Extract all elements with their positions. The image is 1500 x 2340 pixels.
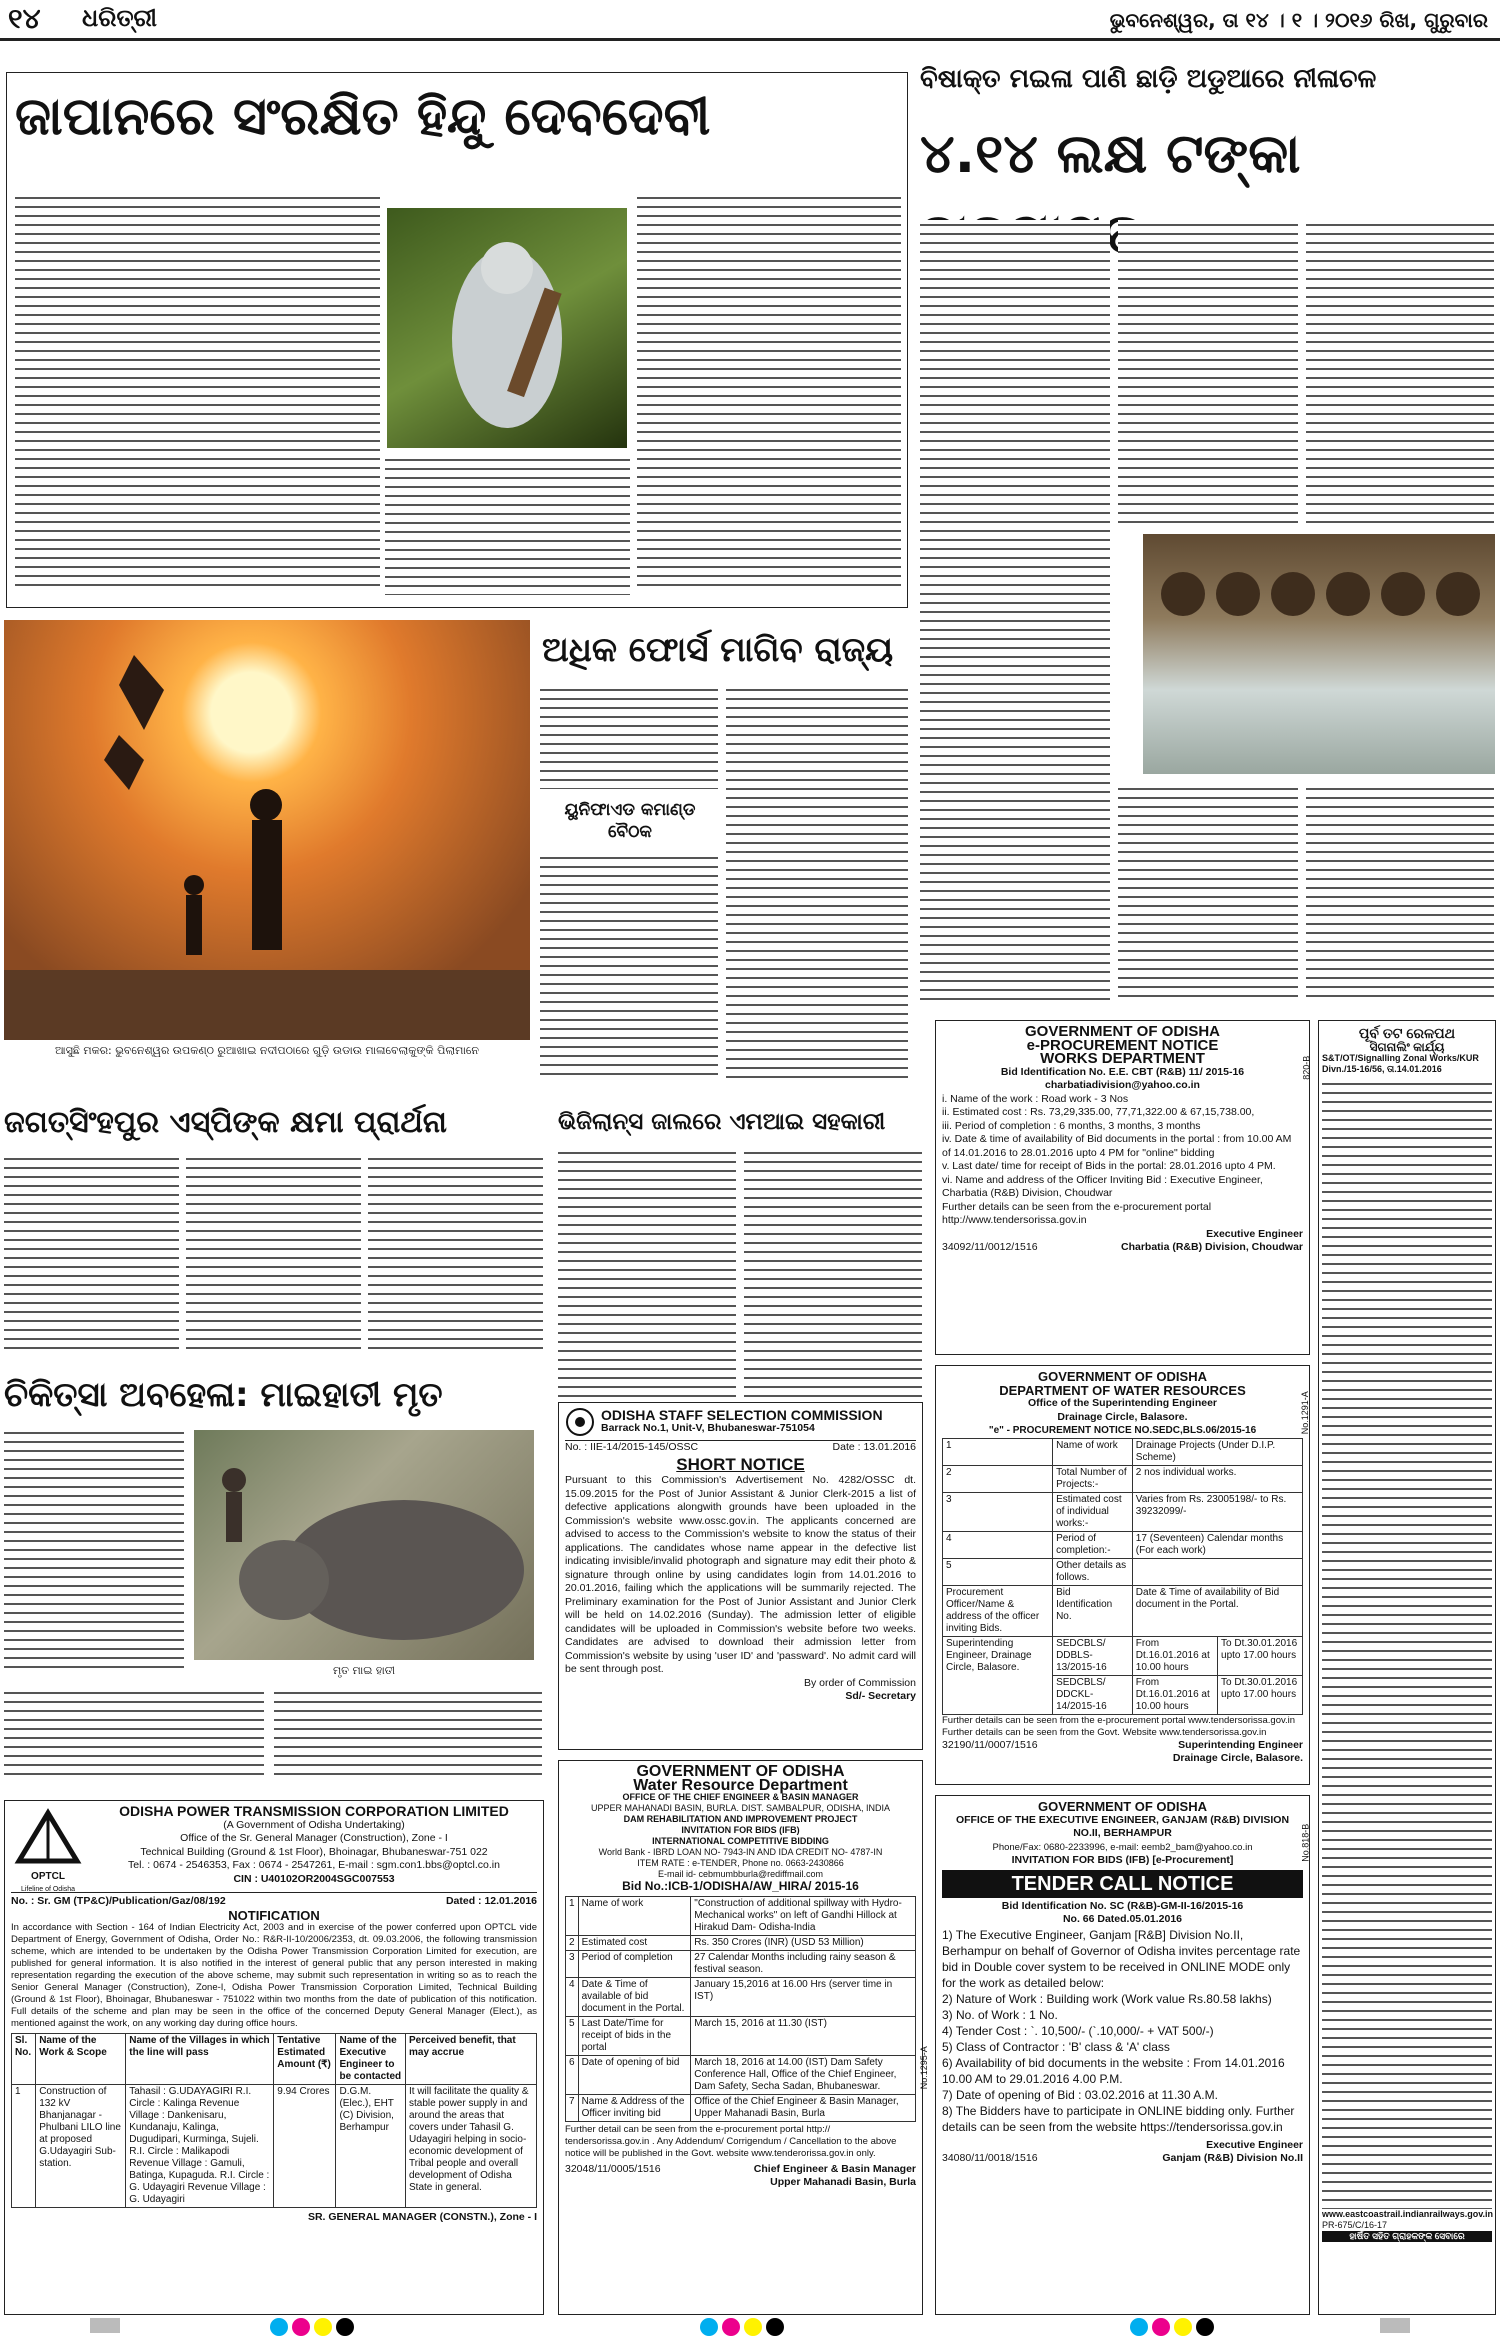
pipes-icon bbox=[1143, 534, 1495, 774]
works-email: charbatiadivision@yahoo.co.in bbox=[1045, 1079, 1200, 1091]
color-dots bbox=[700, 2318, 788, 2340]
ganjam-ifb: INVITATION FOR BIDS (IFB) [e-Procurement] bbox=[1011, 1854, 1234, 1866]
railway-notice bbox=[1318, 1020, 1496, 2315]
works-further: Further details can be seen from the e-procurement portal http://www.tendersorissa.gov.in bbox=[942, 1200, 1212, 1226]
railway-footer: PR-675/C/16-17 bbox=[1322, 2220, 1388, 2230]
wrd-sig-2: Upper Mahanadi Basin, Burla bbox=[770, 2176, 916, 2188]
drain-code: 32190/11/0007/1516 bbox=[942, 1738, 1038, 1751]
wrd-email: E-mail id- cebmumbburla@rediffmail.com bbox=[657, 1869, 824, 1879]
page-header bbox=[0, 0, 1500, 40]
works-side-no: 820-B bbox=[1301, 1055, 1312, 1080]
optcl-col-benefit: Perceived benefit, that may accrue bbox=[406, 2034, 537, 2085]
vigilance-story bbox=[558, 1100, 923, 1400]
works-sig-2: Charbatia (R&B) Division, Choudwar bbox=[1120, 1241, 1303, 1253]
drain-cell: 4 bbox=[943, 1531, 1053, 1558]
wrd-govt: GOVERNMENT OF ODISHA bbox=[636, 1763, 845, 1780]
works-item: vi. Name and address of the Officer Inviting Bid : Executive Engineer, Charbatia (R&B) Division, Choudwar bbox=[942, 1173, 1263, 1199]
table-row bbox=[943, 1465, 1303, 1492]
optcl-logo bbox=[13, 1809, 83, 1893]
water-text-col1 bbox=[920, 220, 1110, 1000]
yellow-dot bbox=[744, 2318, 762, 2336]
drain-sig-1: Superintending Engineer bbox=[1178, 1738, 1303, 1751]
japan-photo bbox=[387, 208, 627, 448]
japan-story bbox=[6, 72, 908, 608]
drain-cell: To Dt.30.01.2016 upto 17.00 hours bbox=[1218, 1636, 1303, 1675]
wrd-cell: Date of opening of bid bbox=[578, 2055, 691, 2094]
gray-patch bbox=[1380, 2318, 1410, 2333]
optcl-cell: Construction of 132 kV Bhanjanagar - Phulbani LILO line at proposed G.Udayagiri Sub-station. bbox=[36, 2085, 126, 2208]
table-row bbox=[566, 1950, 916, 1977]
cyan-dot bbox=[700, 2318, 718, 2336]
drain-cell: To Dt.30.01.2016 upto 17.00 hours bbox=[1218, 1675, 1303, 1714]
drain-cell: Date & Time of availability of Bid document in the Portal. bbox=[1132, 1585, 1302, 1636]
elephant-text-col2 bbox=[4, 1688, 264, 1782]
drain-cell: 1 bbox=[943, 1438, 1053, 1465]
ossc-notice bbox=[558, 1402, 923, 1750]
sp-text-col2 bbox=[186, 1154, 361, 1354]
ganjam-no: No. 66 Dated.05.01.2016 bbox=[1062, 1913, 1183, 1925]
yellow-dot bbox=[1174, 2318, 1192, 2336]
ossc-heading: SHORT NOTICE bbox=[676, 1454, 805, 1474]
works-sig-1: Executive Engineer bbox=[1206, 1227, 1303, 1240]
drain-cell: Name of work bbox=[1053, 1438, 1133, 1465]
water-photo bbox=[1143, 534, 1495, 774]
wrd-cell: Date & Time of available of bid document in the Portal. bbox=[578, 1977, 691, 2016]
sp-headline: ଜଗତ୍‌ସିଂହପୁର ଏସ୍‌ପିଙ୍କ କ୍ଷମା ପ୍ରାର୍ଥନା bbox=[4, 1105, 447, 1140]
wrd-side-no: No.1295-A bbox=[918, 2046, 929, 2090]
optcl-cell: Tahasil : G.UDAYAGIRI R.I. Circle : Kalinga Revenue Village : Dankenisaru, Kundanaju, Kalinga, Dugudipari, Kurminga, Sujeli. R.I. Circle : Malikapodi Revenue Village : Gamuli, Batinga, Kupaguda. R.I. Circle : G. Udayagiri Revenue Village : G. Udayagiri bbox=[126, 2085, 274, 2208]
ossc-signature: Sd/- Secretary bbox=[845, 1690, 916, 1702]
optcl-col-villages: Name of the Villages in which the line will pass bbox=[126, 2034, 274, 2085]
drain-cell: Estimated cost of individual works:- bbox=[1053, 1492, 1133, 1531]
drain-further-2: Further details can be seen from the Govt. Website www.tendersorissa.gov.in bbox=[942, 1726, 1267, 1738]
wrd-cell: Office of the Chief Engineer & Basin Manager, Upper Mahanadi Basin, Burla bbox=[691, 2094, 916, 2121]
wrd-cell: Name of work bbox=[578, 1896, 691, 1935]
drain-table bbox=[942, 1438, 1303, 1715]
drain-cell: Total Number of Projects:- bbox=[1053, 1465, 1133, 1492]
works-item: v. Last date/ time for receipt of Bids in the portal: 28.01.2016 upto 4 PM. bbox=[942, 1160, 1276, 1172]
ganjam-code: 34080/11/0018/1516 bbox=[942, 2152, 1038, 2164]
force-subhead: ୟୁନିଫାଏଡ କମାଣ୍ଡ ବୈଠକ bbox=[564, 800, 696, 842]
railway-text-block bbox=[1322, 1079, 1492, 2209]
optcl-address-1: Office of the Sr. General Manager (Construction), Zone - I bbox=[180, 1832, 448, 1844]
drain-govt: GOVERNMENT OF ODISHA bbox=[1037, 1369, 1207, 1384]
drain-cell: SEDCBLS/ DDBLS-13/2015-16 bbox=[1053, 1636, 1133, 1675]
drain-cell: Drainage Projects (Under D.I.P. Scheme) bbox=[1132, 1438, 1302, 1465]
railway-subtitle: ସିଗନାଲିଂ କାର୍ଯ୍ୟ bbox=[1369, 1040, 1445, 1054]
optcl-notice bbox=[4, 1800, 544, 2315]
japan-text-col3 bbox=[637, 193, 901, 593]
elephant-caption: ମୃତ ମାଇ ହାତୀ bbox=[332, 1664, 396, 1677]
optcl-col-work: Name of the Work & Scope bbox=[36, 2034, 126, 2085]
yellow-dot bbox=[314, 2318, 332, 2336]
drain-cell: 2 nos individual works. bbox=[1132, 1465, 1302, 1492]
drain-cell: 5 bbox=[943, 1558, 1053, 1585]
ganjam-item: 2) Nature of Work : Building work (Work value Rs.80.58 lakhs) bbox=[942, 1991, 1272, 2006]
optcl-contact: Tel. : 0674 - 2546353, Fax : 0674 - 2547261, E-mail : sgm.con1.bbs@optcl.co.in bbox=[128, 1859, 500, 1871]
optcl-date: Dated : 12.01.2016 bbox=[445, 1895, 537, 1907]
water-story bbox=[918, 44, 1498, 1014]
elephant-text-col3 bbox=[274, 1688, 542, 1782]
wrd-cell: March 18, 2016 at 14.00 (IST) Dam Safety Conference Hall, Office of the Chief Engineer, Dam Safety, Secha Sadan, Bhubaneswar. bbox=[691, 2055, 916, 2094]
drain-cell bbox=[1132, 1558, 1302, 1585]
wrd-sig-1: Chief Engineer & Basin Manager bbox=[753, 2162, 916, 2175]
wrd-cell: Estimated cost bbox=[578, 1935, 691, 1950]
table-row bbox=[943, 1492, 1303, 1531]
header-rule bbox=[0, 38, 1500, 41]
ganjam-govt: GOVERNMENT OF ODISHA bbox=[1037, 1799, 1207, 1814]
elephant-story bbox=[4, 1370, 544, 1790]
works-item: ii. Estimated cost : Rs. 73,29,335.00, 77,71,322.00 & 67,15,738.00, bbox=[942, 1106, 1255, 1118]
water-text-col2 bbox=[1118, 220, 1298, 530]
ganjam-sig-1: Executive Engineer bbox=[1206, 2138, 1303, 2151]
drain-cell: From Dt.16.01.2016 at 10.00 hours bbox=[1132, 1636, 1217, 1675]
water-text-col4 bbox=[1118, 784, 1298, 1002]
water-kicker: ବିଷାକ୍ତ ମଇଳା ପାଣି ଛାଡ଼ି ଅଡୁଆରେ ନୀଳାଚଳ bbox=[920, 64, 1377, 94]
gray-patch bbox=[90, 2318, 120, 2333]
drain-cell: SEDCBLS/ DDCKL-14/2015-16 bbox=[1053, 1675, 1133, 1714]
table-row bbox=[566, 2094, 916, 2121]
wrd-cell: "Construction of additional spillway with Hydro- Mechanical works" on left of Gandhi Hillock at Hirakud Dam- Odisha-India bbox=[691, 1896, 916, 1935]
wrd-cell: 1 bbox=[566, 1896, 579, 1935]
wrd-project: DAM REHABILITATION AND IMPROVEMENT PROJECT bbox=[623, 1814, 858, 1824]
sp-story bbox=[4, 1100, 544, 1360]
drain-cell: 3 bbox=[943, 1492, 1053, 1531]
wrd-cell: Rs. 350 Crores (INR) (USD 53 Million) bbox=[691, 1935, 916, 1950]
works-item: i. Name of the work : Road work - 3 Nos bbox=[942, 1092, 1129, 1105]
table-row bbox=[943, 1636, 1303, 1675]
table-row bbox=[12, 2085, 537, 2208]
optcl-cin: CIN : U40102OR2004SGC007553 bbox=[233, 1872, 395, 1885]
wrd-cell: March 15, 2016 at 11.30 (IST) bbox=[691, 2016, 916, 2055]
water-headline: ୪.୧୪ ଲକ୍ଷ ଟଙ୍କା bbox=[920, 122, 1301, 185]
cyan-dot bbox=[1130, 2318, 1148, 2336]
ganjam-contact: Phone/Fax: 0680-2233996, e-mail: eemb2_bam@yahoo.co.in bbox=[992, 1841, 1253, 1853]
force-text-col2 bbox=[540, 853, 718, 1078]
ganjam-side-no: No.818-B bbox=[1300, 1823, 1311, 1862]
drain-office: Office of the Superintending Engineer bbox=[1027, 1397, 1217, 1409]
ossc-body: Pursuant to this Commission's Advertisement No. 4282/OSSC dt. 15.09.2015 for the Post of Junior Assistant & Junior Clerk-2015 a list of defective applications alongwith grounds have been uploaded in the Commission's website www.ossc.gov.in. The applicants concerned are advised to access to the Commission's website to know the status of their applications. The candidates whose name appear in the defective list indicating invisible/invalid photograph and signature may edit their photo & signature through online by using candidates login from 14.01.2016 to 20.01.2016, failing which the applications will be summarily rejected. The Preliminary examination for the Post of Junior Assistant and Junior Clerk will be held on 14.02.2016 (Sunday). The admission letter of eligible candidates will be uploaded in Commission's website before two weeks. Candidates are advised to download their admission letter from Commission's website by using 'user ID' and 'passward'. No admit card will be sent through post. bbox=[565, 1474, 916, 1675]
ossc-address: Barrack No.1, Unit-V, Bhubaneswar-751054 bbox=[601, 1422, 815, 1434]
vigilance-text-col2 bbox=[744, 1148, 922, 1398]
drain-cell: Bid Identification No. bbox=[1053, 1585, 1133, 1636]
color-dots bbox=[1130, 2318, 1218, 2340]
ganjam-office: OFFICE OF THE EXECUTIVE ENGINEER, GANJAM (R&B) DIVISION NO.II, BERHAMPUR bbox=[955, 1813, 1290, 1839]
page-number: ୧୪ bbox=[8, 2, 41, 35]
drain-cell: Procurement Officer/Name & address of the officer inviting Bids. bbox=[943, 1585, 1053, 1636]
wrd-icb: INTERNATIONAL COMPETITIVE BIDDING bbox=[652, 1836, 829, 1846]
optcl-cell: 9.94 Crores bbox=[274, 2085, 336, 2208]
wrd-further: Further detail can be seen from the e-procurement portal http:// tendersorissa.gov.in . Any Addendum/ Corrigendum / Cancellation to the above notice will be published in the Govt. website www.tenderorissa.gov.in only. bbox=[565, 2123, 897, 2159]
japan-text-col1 bbox=[15, 193, 380, 593]
wrd-cell: Period of completion bbox=[578, 1950, 691, 1977]
works-item: iii. Period of completion : 6 months, 3 months, 3 months bbox=[942, 1119, 1201, 1132]
drain-circle: Drainage Circle, Balasore. bbox=[1057, 1410, 1188, 1423]
cyan-dot bbox=[270, 2318, 288, 2336]
wrd-bid-no: Bid No.:ICB-1/ODISHA/AW_HIRA/ 2015-16 bbox=[622, 1879, 859, 1893]
black-dot bbox=[766, 2318, 784, 2336]
ganjam-item: 3) No. of Work : 1 No. bbox=[942, 2007, 1058, 2022]
drain-cell: Varies from Rs. 23005198/- to Rs. 39232099/- bbox=[1132, 1492, 1302, 1531]
force-text-col3 bbox=[726, 685, 908, 1078]
drain-cell: 2 bbox=[943, 1465, 1053, 1492]
table-row bbox=[566, 2055, 916, 2094]
color-dots bbox=[270, 2318, 358, 2340]
optcl-tagline: Lifeline of Odisha bbox=[20, 1886, 76, 1893]
ganjam-item: 5) Class of Contractor : 'B' class & 'A' class bbox=[942, 2039, 1170, 2054]
ossc-ref-no: No. : IIE-14/2015-145/OSSC bbox=[565, 1441, 699, 1453]
ganjam-bid: Bid Identification No. SC (R&B)-GM-II-16/2015-16 bbox=[1001, 1899, 1244, 1912]
table-row bbox=[943, 1438, 1303, 1465]
railway-signature: ହାର୍ଷିତ ସହିତ ଗ୍ରାହକଙ୍କ ସେବାରେ bbox=[1322, 2231, 1492, 2242]
wrd-item-rate: ITEM RATE : e-TENDER, Phone no. 0663-2430866 bbox=[637, 1858, 844, 1868]
ganjam-item: 7) Date of opening of Bid : 03.02.2016 at 11.30 A.M. bbox=[942, 2087, 1218, 2102]
optcl-cell: It will facilitate the quality & stable power supply in and around the areas that covers under Tahasil G. Udayagiri helping in socio-economic development of Tribal people and overall development of Odisha State in general. bbox=[406, 2085, 537, 2208]
elephant-photo bbox=[194, 1430, 534, 1660]
kite-children-icon bbox=[4, 620, 530, 1040]
drain-cell: Other details as follows. bbox=[1053, 1558, 1133, 1585]
ganjam-item: 1) The Executive Engineer, Ganjam [R&B] Division No.II, Berhampur on behalf of Governor of Odisha invites percentage rate bid in Double cover system to be received in ONLINE MODE only for the work as detailed below: bbox=[942, 1927, 1301, 1990]
sp-text-col1 bbox=[4, 1154, 179, 1354]
drain-cell: Superintending Engineer, Drainage Circle, Balasore. bbox=[943, 1636, 1053, 1714]
wrd-table bbox=[565, 1896, 916, 2122]
optcl-table bbox=[11, 2033, 537, 2208]
table-row bbox=[566, 1977, 916, 2016]
table-row bbox=[566, 1935, 916, 1950]
drain-cell: From Dt.16.01.2016 at 10.00 hours bbox=[1132, 1675, 1217, 1714]
drainage-notice bbox=[935, 1365, 1310, 1785]
kite-photo bbox=[4, 620, 530, 1040]
optcl-body: In accordance with Section - 164 of Indian Electricity Act, 2003 and in exercise of the power conferred upon OPTCL vide Department of Energy, Government of Odisha, Order No.: R&R-II-10/2006/2353, dt. 09.03.2006, the following transmission scheme, which are intended to be undertaken by the Odisha Power Transmission Corporation Limited for execution, are published for general information. It is also notified in the interest of general public that any person interested in making representation regarding the execution of the above scheme, may submit such representation in writing so as to reach the Senior General Manager (Construction), Zone-I, Odisha Power Transmission Corporation Limited, Technical Building (Ground & 1st Floor), Bhoinagar, Bhubaneswar - 751022 within two months from the date of publication of this notification. Full details of the scheme and plan may be seen in the office of the concerned Deputy General Manager (Elect.), as mentioned against the work, on any working day during office hours. bbox=[11, 1922, 537, 2029]
water-text-col3 bbox=[1306, 220, 1494, 530]
works-item: iv. Date & time of availability of Bid documents in the portal : from 10.00 AM of 14.01.2016 to 28.01.2016 upto 4 PM for "online" bidding bbox=[942, 1133, 1292, 1159]
registration-marks bbox=[0, 2318, 1500, 2335]
vigilance-headline: ଭିଜିଲାନ୍ସ ଜାଲରେ ଏମଆଇ ସହକାରୀ bbox=[558, 1109, 886, 1135]
railway-title: ପୂର୍ବ ତଟ ରେଳପଥ bbox=[1358, 1025, 1456, 1041]
black-dot bbox=[1196, 2318, 1214, 2336]
masthead: ଧରିତ୍ରୀ bbox=[82, 4, 157, 32]
table-row bbox=[943, 1531, 1303, 1558]
works-eproc: e-PROCUREMENT NOTICE bbox=[1026, 1036, 1219, 1054]
wrd-dept: Water Resource Department bbox=[633, 1776, 848, 1794]
wrd-loan: World Bank - IBRD LOAN NO- 7943-IN AND IDA CREDIT NO- 4787-IN bbox=[598, 1847, 883, 1857]
railway-ref: S&T/OT/Signalling Zonal Works/KUR Divn./15-16/56, ତା.14.01.2016 bbox=[1322, 1053, 1479, 1074]
japan-headline: ଜାପାନରେ ସଂରକ୍ଷିତ ହିନ୍ଦୁ ଦେବଦେବୀ bbox=[15, 87, 711, 147]
elephant-text-col1 bbox=[4, 1428, 184, 1668]
optcl-signature: SR. GENERAL MANAGER (CONSTN.), Zone - I bbox=[307, 2211, 537, 2223]
force-headline: ଅଧିକ ଫୋର୍ସ ମାଗିବ ରାଜ୍ୟ bbox=[542, 630, 894, 670]
ganjam-heading: TENDER CALL NOTICE bbox=[942, 1870, 1303, 1898]
ossc-by-order: By order of Commission bbox=[803, 1676, 916, 1689]
works-code: 34092/11/0012/1516 bbox=[942, 1241, 1038, 1253]
wrd-office: OFFICE OF THE CHIEF ENGINEER & BASIN MANAGER bbox=[622, 1792, 859, 1802]
optcl-logo-icon bbox=[13, 1809, 83, 1865]
wrd-cell: January 15,2016 at 16.00 Hrs (server time in IST) bbox=[691, 1977, 916, 2016]
black-dot bbox=[336, 2318, 354, 2336]
optcl-subtitle: (A Government of Odisha Undertaking) bbox=[223, 1818, 405, 1831]
optcl-cell: D.G.M. (Elec.), EHT (C) Division, Berhampur bbox=[336, 2085, 406, 2208]
ganjam-item: 8) The Bidders have to participate in ONLINE bidding only. Further details can be seen from the website https://tendersorissa.gov.in bbox=[942, 2103, 1295, 2134]
optcl-cell: 1 bbox=[12, 2085, 36, 2208]
wrd-basin: UPPER MAHANADI BASIN, BURLA. DIST. SAMBALPUR, ODISHA, INDIA bbox=[590, 1803, 891, 1813]
wrd-cell: 5 bbox=[566, 2016, 579, 2055]
wrd-notice bbox=[558, 1760, 929, 2315]
drain-further-1: Further details can be seen from the e-procurement portal www.tendersorissa.gov.in bbox=[942, 1714, 1296, 1726]
ganjam-item: 6) Availability of bid documents in the website : From 14.01.2016 10.00 AM to 29.01.2016 4.00 P.M. bbox=[942, 2055, 1285, 2086]
wrd-cell: 27 Calendar Months including rainy season & festival season. bbox=[691, 1950, 916, 1977]
dateline: ଭୁବନେଶ୍ୱର, ତା ୧୪ । ୧ । ୨୦୧୬ ରିଖ, ଗୁରୁବାର bbox=[1109, 8, 1488, 32]
magenta-dot bbox=[722, 2318, 740, 2336]
water-text-col5 bbox=[1306, 784, 1494, 1002]
wrd-cell: 3 bbox=[566, 1950, 579, 1977]
optcl-ref-no: No. : Sr. GM (TP&C)/Publication/Gaz/08/192 bbox=[11, 1895, 226, 1907]
goddess-statue-icon bbox=[387, 208, 627, 448]
optcl-col-sl: Sl. No. bbox=[12, 2034, 36, 2085]
force-text-col1 bbox=[540, 685, 718, 789]
wrd-cell: 4 bbox=[566, 1977, 579, 2016]
wrd-cell: 2 bbox=[566, 1935, 579, 1950]
ossc-date: Date : 13.01.2016 bbox=[832, 1441, 916, 1453]
ganjam-item: 4) Tender Cost : `. 10,500/- (`.10,000/- + VAT 500/-) bbox=[942, 2023, 1214, 2038]
ganjam-notice bbox=[935, 1795, 1310, 2315]
ossc-title: ODISHA STAFF SELECTION COMMISSION bbox=[601, 1406, 883, 1423]
wrd-cell: 7 bbox=[566, 2094, 579, 2121]
drain-sig-2: Drainage Circle, Balasore. bbox=[1172, 1752, 1303, 1764]
wrd-cell: Name & Address of the Officer inviting bid bbox=[578, 2094, 691, 2121]
drain-dept: DEPARTMENT OF WATER RESOURCES bbox=[999, 1382, 1246, 1398]
optcl-name: ODISHA POWER TRANSMISSION CORPORATION LIMITED bbox=[119, 1803, 509, 1819]
wrd-cell: 6 bbox=[566, 2055, 579, 2094]
table-row bbox=[566, 2016, 916, 2055]
force-story bbox=[540, 625, 910, 1085]
works-notice bbox=[935, 1020, 1310, 1355]
drain-cell: Period of completion:- bbox=[1053, 1531, 1133, 1558]
works-dept: WORKS DEPARTMENT bbox=[1040, 1050, 1205, 1067]
kite-caption: ଆସୁଛି ମକର: ଭୁବନେଶ୍ୱର ଉପକଣ୍ଠ ରୁଆଖାଇ ନଦୀପଠାରେ ଗୁଡ଼ି ଉଡାଉ ମାଳାବେଲାକୁଙ୍କି ପିଲାମାନେ bbox=[55, 1044, 479, 1057]
vigilance-text-col1 bbox=[558, 1148, 736, 1398]
optcl-logo-text: OPTCL bbox=[31, 1870, 65, 1882]
drain-side-no: No.1291-A bbox=[1299, 1391, 1310, 1435]
elephant-headline: ଚିକିତ୍ସା ଅବହେଳା: ମାଇହାତୀ ମୃତ bbox=[4, 1375, 443, 1415]
magenta-dot bbox=[1152, 2318, 1170, 2336]
table-row bbox=[566, 1896, 916, 1935]
ossc-emblem-icon bbox=[565, 1407, 595, 1437]
wrd-code: 32048/11/0005/1516 bbox=[565, 2162, 661, 2175]
optcl-heading: NOTIFICATION bbox=[228, 1907, 320, 1923]
drain-cell: 17 (Seventeen) Calendar months (For each work) bbox=[1132, 1531, 1302, 1558]
ganjam-sig-2: Ganjam (R&B) Division No.II bbox=[1162, 2152, 1303, 2164]
table-row bbox=[943, 1585, 1303, 1636]
sp-text-col3 bbox=[368, 1154, 543, 1354]
works-govt: GOVERNMENT OF ODISHA bbox=[1024, 1023, 1220, 1040]
magenta-dot bbox=[292, 2318, 310, 2336]
works-bid: Bid Identification No. E.E. CBT (R&B) 11/ 2015-16 bbox=[1000, 1065, 1245, 1078]
optcl-address-2: Technical Building (Ground & 1st Floor), Bhoinagar, Bhubaneswar-751 022 bbox=[140, 1845, 488, 1858]
japan-text-col2 bbox=[385, 455, 630, 595]
wrd-ifb: INVITATION FOR BIDS (IFB) bbox=[681, 1825, 800, 1835]
drain-notice-no: "e" - PROCUREMENT NOTICE NO.SEDC,BLS.06/2015-16 bbox=[988, 1425, 1257, 1436]
wrd-cell: Last Date/Time for receipt of bids in the portal bbox=[578, 2016, 691, 2055]
optcl-col-engineer: Name of the Executive Engineer to be contacted bbox=[336, 2034, 406, 2085]
dead-elephant-icon bbox=[194, 1430, 534, 1660]
table-row bbox=[943, 1558, 1303, 1585]
optcl-col-amount: Tentative Estimated Amount (₹) bbox=[274, 2034, 336, 2085]
railway-website: www.eastcoastrail.indianrailways.gov.in bbox=[1322, 2209, 1494, 2219]
